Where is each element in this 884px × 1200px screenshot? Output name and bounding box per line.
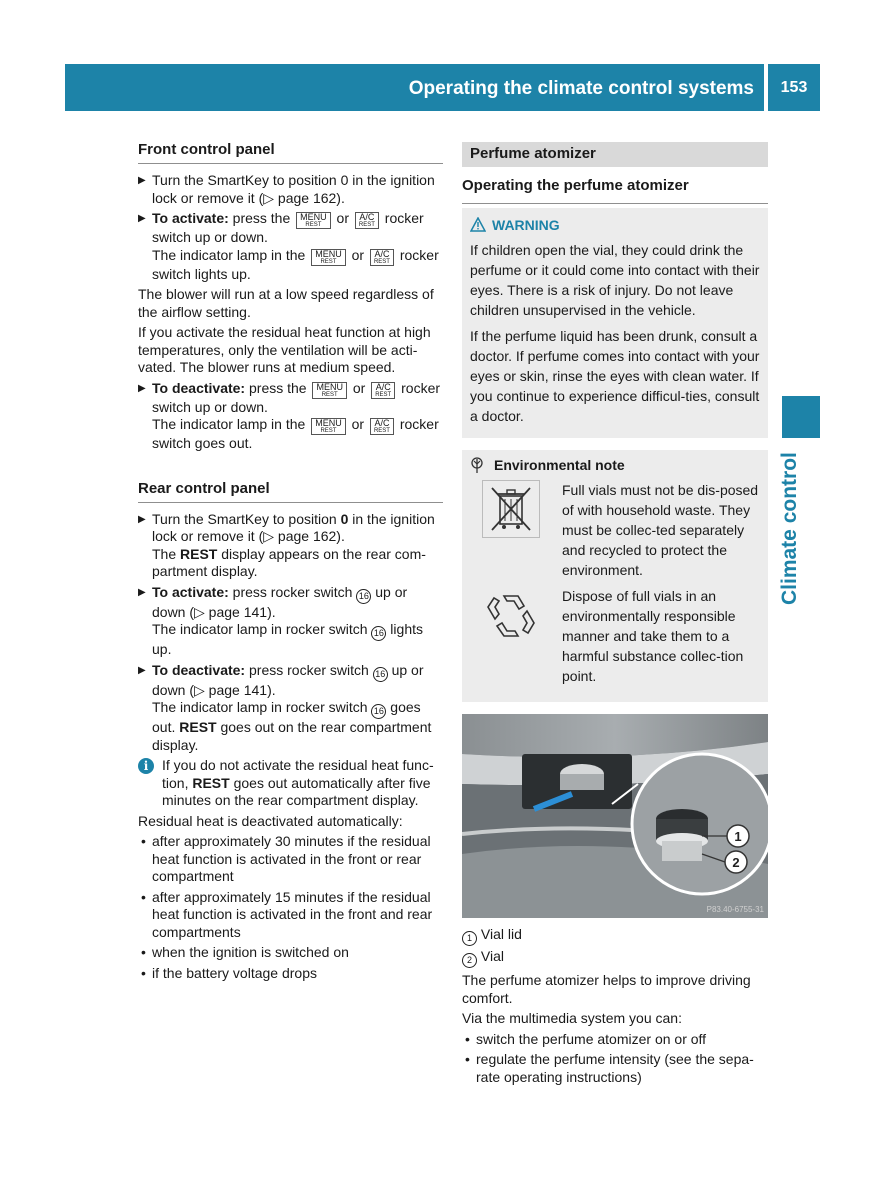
callout-2-label: 2: [732, 855, 740, 870]
callout-1-label: 1: [734, 829, 742, 844]
switch-16-icon: 16: [356, 589, 371, 604]
perfume-atomizer-illustration: [462, 714, 768, 918]
front-step-1: ▶ Turn the SmartKey to position 0 in the ignition lock or remove it (▷ page 162).: [138, 172, 435, 206]
legend-item-vial: 2 Vial: [462, 946, 768, 968]
warning-text-2: If the perfume liquid has been drunk, consult a doctor. If perfume comes into contact with your eyes or skin, rinse the eyes with clean water. If you continue to experience difficul-ties, consult a doctor.: [470, 328, 760, 424]
rear-step-1-note: The REST display appears on the rear com-partment display.: [152, 545, 426, 579]
environment-text-1: Full vials must not be dis-posed of with household waste. They must be collec-ted separately and recycled to protect the environment.: [562, 482, 759, 578]
rear-step-1: ▶ Turn the SmartKey to position 0 in the ignition lock or remove it (▷ page 162). The REST display appears on the rear com-partment display.: [138, 511, 443, 581]
front-para-blower: The blower will run at a low speed regardless of the airflow setting.: [138, 286, 434, 320]
ac-key-icon: A/C REST: [355, 212, 379, 229]
info-icon: i: [138, 758, 154, 774]
menu-key-icon: MENU REST: [311, 418, 346, 435]
front-step-activate: ▶ To activate: press the MENU REST or A/C REST rocker switch up or down. The indicator lamp in the MENU REST or A/C REST rocker switch lights up.: [138, 210, 443, 283]
menu-key-icon: MENU REST: [296, 212, 331, 229]
perfume-subtitle: Operating the perfume atomizer: [462, 167, 768, 204]
legend-item-vial-lid: 1 Vial lid: [462, 924, 768, 946]
side-tab-label: Climate control: [778, 452, 801, 605]
rear-info-note: i If you do not activate the residual heat func-tion, REST goes out automatically after five minutes on the rear compartment display.: [138, 757, 443, 810]
front-panel-title: Front control panel: [138, 140, 443, 164]
menu-key-icon: MENU REST: [311, 249, 346, 266]
switch-16-icon: 16: [373, 667, 388, 682]
switch-16-icon: 16: [371, 626, 386, 641]
step-arrow-icon: ▶: [138, 175, 146, 186]
rear-panel-title: Rear control panel: [138, 479, 443, 503]
step-arrow-icon: ▶: [138, 586, 146, 598]
environment-leaf-icon: [470, 457, 484, 473]
ac-key-icon: A/C REST: [370, 418, 394, 435]
switch-16-icon: 16: [371, 704, 386, 719]
list-item: • regulate the perfume intensity (see the sepa-rate operating instructions): [465, 1051, 754, 1085]
warning-text-1: If children open the vial, they could drink the perfume or it could come into contact with their eyes. There is a risk of injury. Do not leave children unsupervised in the vehicle.: [470, 242, 760, 318]
environment-text-2: Dispose of full vials in an environmentally responsible manner and take them to a harmful substance collec-tion point.: [562, 588, 744, 684]
warning-box: [462, 208, 768, 438]
ac-key-icon: A/C REST: [371, 382, 395, 399]
list-item: • if the battery voltage drops: [141, 964, 317, 981]
environment-row-disposal: [470, 480, 760, 580]
photo-reference-code: P83.40-6755-31: [706, 905, 764, 914]
environment-note-box: [462, 450, 768, 702]
left-column: [138, 140, 443, 985]
front-activate-note: The indicator lamp in the MENU REST or A/C REST rocker switch lights up.: [152, 246, 439, 282]
list-item: • after approximately 15 minutes if the residual heat function is activated in the front and rear compartments: [141, 888, 433, 940]
list-item: • switch the perfume atomizer on or off: [465, 1030, 707, 1047]
rear-step-deactivate: ▶ To deactivate: press rocker switch 16 up or down (▷ page 141). The indicator lamp in rocker switch 16 goes out. REST goes out on the rear compartment display.: [138, 662, 443, 755]
front-para-high-temp: If you activate the residual heat function at high temperatures, only the ventilation will be acti-vated. The blower runs at medium speed.: [138, 324, 431, 375]
perfume-para-comfort: The perfume atomizer helps to improve driving comfort.: [462, 972, 751, 1006]
right-column: [462, 142, 768, 1089]
crossed-bin-icon: [482, 480, 540, 538]
front-deactivate-note: The indicator lamp in the MENU REST or A/C REST rocker switch goes out.: [152, 416, 439, 451]
step-arrow-icon: ▶: [138, 382, 146, 394]
rear-activate-note: The indicator lamp in rocker switch 16 lights up.: [152, 621, 423, 657]
step-arrow-icon: ▶: [138, 664, 146, 676]
step-arrow-icon: ▶: [138, 213, 146, 224]
warning-title: WARNING: [470, 216, 760, 234]
list-item: • when the ignition is switched on: [141, 944, 349, 960]
rear-step-activate: ▶ To activate: press rocker switch 16 up or down (▷ page 141). The indicator lamp in rocker switch 16 lights up.: [138, 584, 443, 659]
environment-row-recycle: [470, 586, 760, 686]
recycle-icon: [482, 586, 540, 644]
list-item: • after approximately 30 minutes if the residual heat function is activated in the front or rear compartment: [141, 833, 431, 884]
environment-note-title: Environmental note: [470, 456, 760, 474]
rear-auto-intro: Residual heat is deactivated automatically:: [138, 812, 403, 829]
step-arrow-icon: ▶: [138, 513, 146, 525]
header-bar: [65, 64, 764, 111]
front-step-deactivate: ▶ To deactivate: press the MENU REST or A/C REST rocker switch up or down. The indicator lamp in the MENU REST or A/C REST rocker switch goes out.: [138, 380, 443, 453]
perfume-atomizer-photo: [462, 714, 768, 918]
menu-key-icon: MENU REST: [312, 382, 347, 399]
page-header-title: Operating the climate control systems: [408, 78, 754, 99]
photo-legend: [462, 924, 768, 968]
rear-deactivate-note: The indicator lamp in rocker switch 16 goes out. REST goes out on the rear compartment display.: [152, 699, 432, 753]
ac-key-icon: A/C REST: [370, 249, 394, 266]
perfume-para-multimedia: Via the multimedia system you can:: [462, 1010, 682, 1026]
warning-triangle-icon: [470, 217, 486, 232]
page-number: 153: [768, 64, 820, 111]
perfume-section-title: Perfume atomizer: [462, 142, 768, 167]
